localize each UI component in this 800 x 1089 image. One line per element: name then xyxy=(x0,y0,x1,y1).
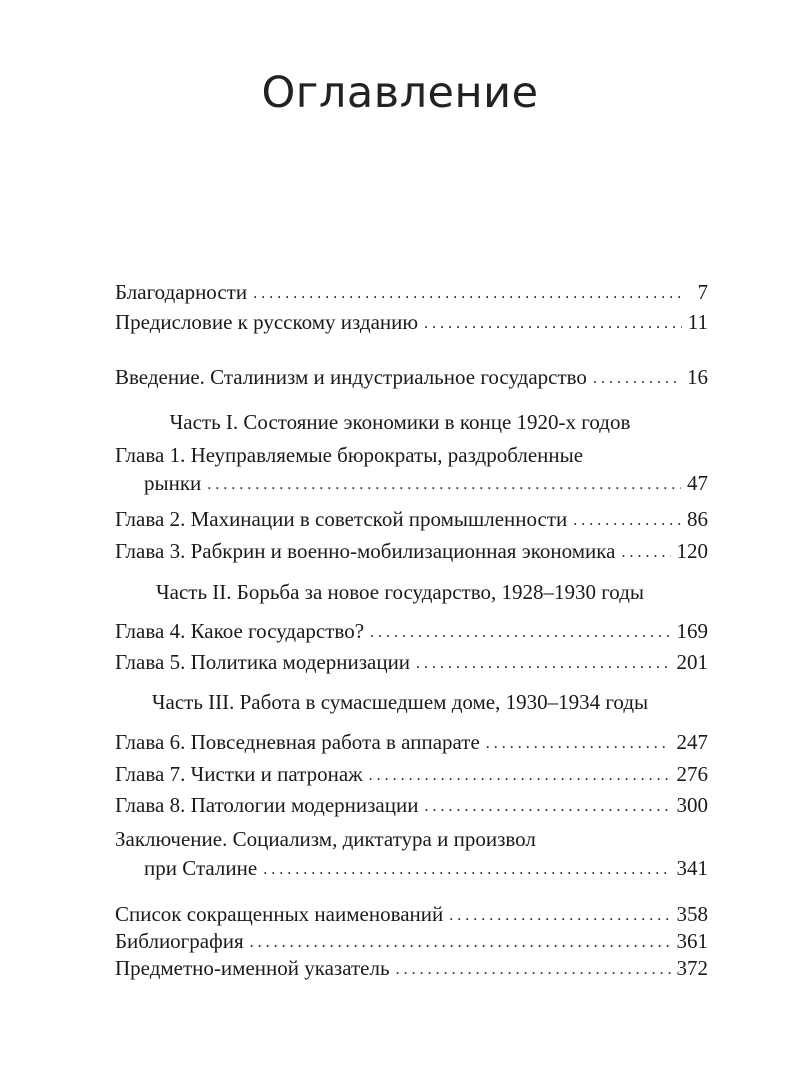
dot-leader xyxy=(593,367,681,391)
toc-entry-label: Благодарности xyxy=(115,280,248,304)
toc-entry-abbreviations[interactable] xyxy=(115,900,708,928)
toc-entry-page: 11 xyxy=(687,310,708,334)
toc-entry-chapter-4[interactable] xyxy=(115,617,708,645)
part-heading-1: Часть I. Состояние экономики в конце 1920-х годов xyxy=(169,410,631,434)
toc-entry-label: Библиография xyxy=(115,929,244,953)
toc-entry-label: Глава 3. Рабкрин и военно-мобилизационная экономика xyxy=(115,539,616,563)
toc-entry-page: 300 xyxy=(676,793,708,817)
dot-leader xyxy=(369,764,671,788)
dot-leader xyxy=(424,312,682,336)
toc-entry-chapter-3[interactable] xyxy=(115,537,708,565)
toc-entry-label: при Сталине xyxy=(144,856,258,880)
toc-entry-page: 372 xyxy=(676,956,708,980)
page-title: Оглавление xyxy=(261,68,539,118)
toc-entry-label: Глава 6. Повседневная работа в аппарате xyxy=(115,730,480,754)
toc-entry-conclusion[interactable] xyxy=(144,854,708,882)
toc-entry-conclusion-line1[interactable]: Заключение. Социализм, диктатура и произвол xyxy=(115,827,536,851)
toc-entry-chapter-2[interactable] xyxy=(115,505,708,533)
dot-leader xyxy=(250,931,671,955)
toc-entry-introduction[interactable] xyxy=(115,363,708,391)
toc-entry-label: Список сокращенных наименований xyxy=(115,902,444,926)
dot-leader xyxy=(486,732,671,756)
dot-leader xyxy=(370,621,670,645)
toc-entry-label: рынки xyxy=(144,471,202,495)
toc-entry-label: Предметно-именной указатель xyxy=(115,956,390,980)
dot-leader xyxy=(396,958,671,982)
dot-leader xyxy=(573,509,681,533)
toc-entry-chapter-8[interactable] xyxy=(115,791,708,819)
toc-entry-chapter-1-line1[interactable]: Глава 1. Неуправляемые бюрократы, раздробленные xyxy=(115,443,584,467)
dot-leader xyxy=(424,795,670,819)
toc-entry-bibliography[interactable] xyxy=(115,927,708,955)
toc-entry-page: 358 xyxy=(676,902,708,926)
toc-entry-page: 247 xyxy=(676,730,708,754)
part-heading-3: Часть III. Работа в сумасшедшем доме, 1930–1934 годы xyxy=(151,690,649,714)
dot-leader xyxy=(263,858,670,882)
toc-entry-label: Глава 4. Какое государство? xyxy=(115,619,365,643)
toc-entry-page: 16 xyxy=(687,365,708,389)
toc-entry-label: Глава 5. Политика модернизации xyxy=(115,650,411,674)
toc-entry-label: Предисловие к русскому изданию xyxy=(115,310,419,334)
toc-entry-page: 341 xyxy=(676,856,708,880)
toc-entry-page: 47 xyxy=(687,471,708,495)
toc-entry-acknowledgements[interactable] xyxy=(115,278,708,306)
toc-entry-chapter-1[interactable] xyxy=(144,469,708,497)
toc-entry-label: Глава 8. Патологии модернизации xyxy=(115,793,419,817)
toc-entry-page: 86 xyxy=(687,507,708,531)
toc-entry-page: 361 xyxy=(676,929,708,953)
part-heading-2: Часть II. Борьба за новое государство, 1928–1930 годы xyxy=(155,580,644,604)
toc-entry-page: 120 xyxy=(676,539,708,563)
toc-entry-page: 7 xyxy=(697,280,708,304)
toc-entry-label: Глава 7. Чистки и патронаж xyxy=(115,762,363,786)
toc-entry-page: 276 xyxy=(676,762,708,786)
toc-entry-label: Глава 2. Махинации в советской промышленности xyxy=(115,507,568,531)
toc-entry-preface[interactable] xyxy=(115,308,708,336)
toc-entry-chapter-5[interactable] xyxy=(115,648,708,676)
dot-leader xyxy=(449,904,670,928)
dot-leader xyxy=(416,652,670,676)
dot-leader xyxy=(207,473,681,497)
dot-leader xyxy=(621,541,670,565)
toc-entry-chapter-6[interactable] xyxy=(115,728,708,756)
toc-entry-label: Введение. Сталинизм и индустриальное государство xyxy=(115,365,587,389)
dot-leader xyxy=(253,282,682,306)
toc-entry-page: 169 xyxy=(676,619,708,643)
toc-entry-page: 201 xyxy=(676,650,708,674)
toc-entry-chapter-7[interactable] xyxy=(115,760,708,788)
toc-entry-index[interactable] xyxy=(115,954,708,982)
